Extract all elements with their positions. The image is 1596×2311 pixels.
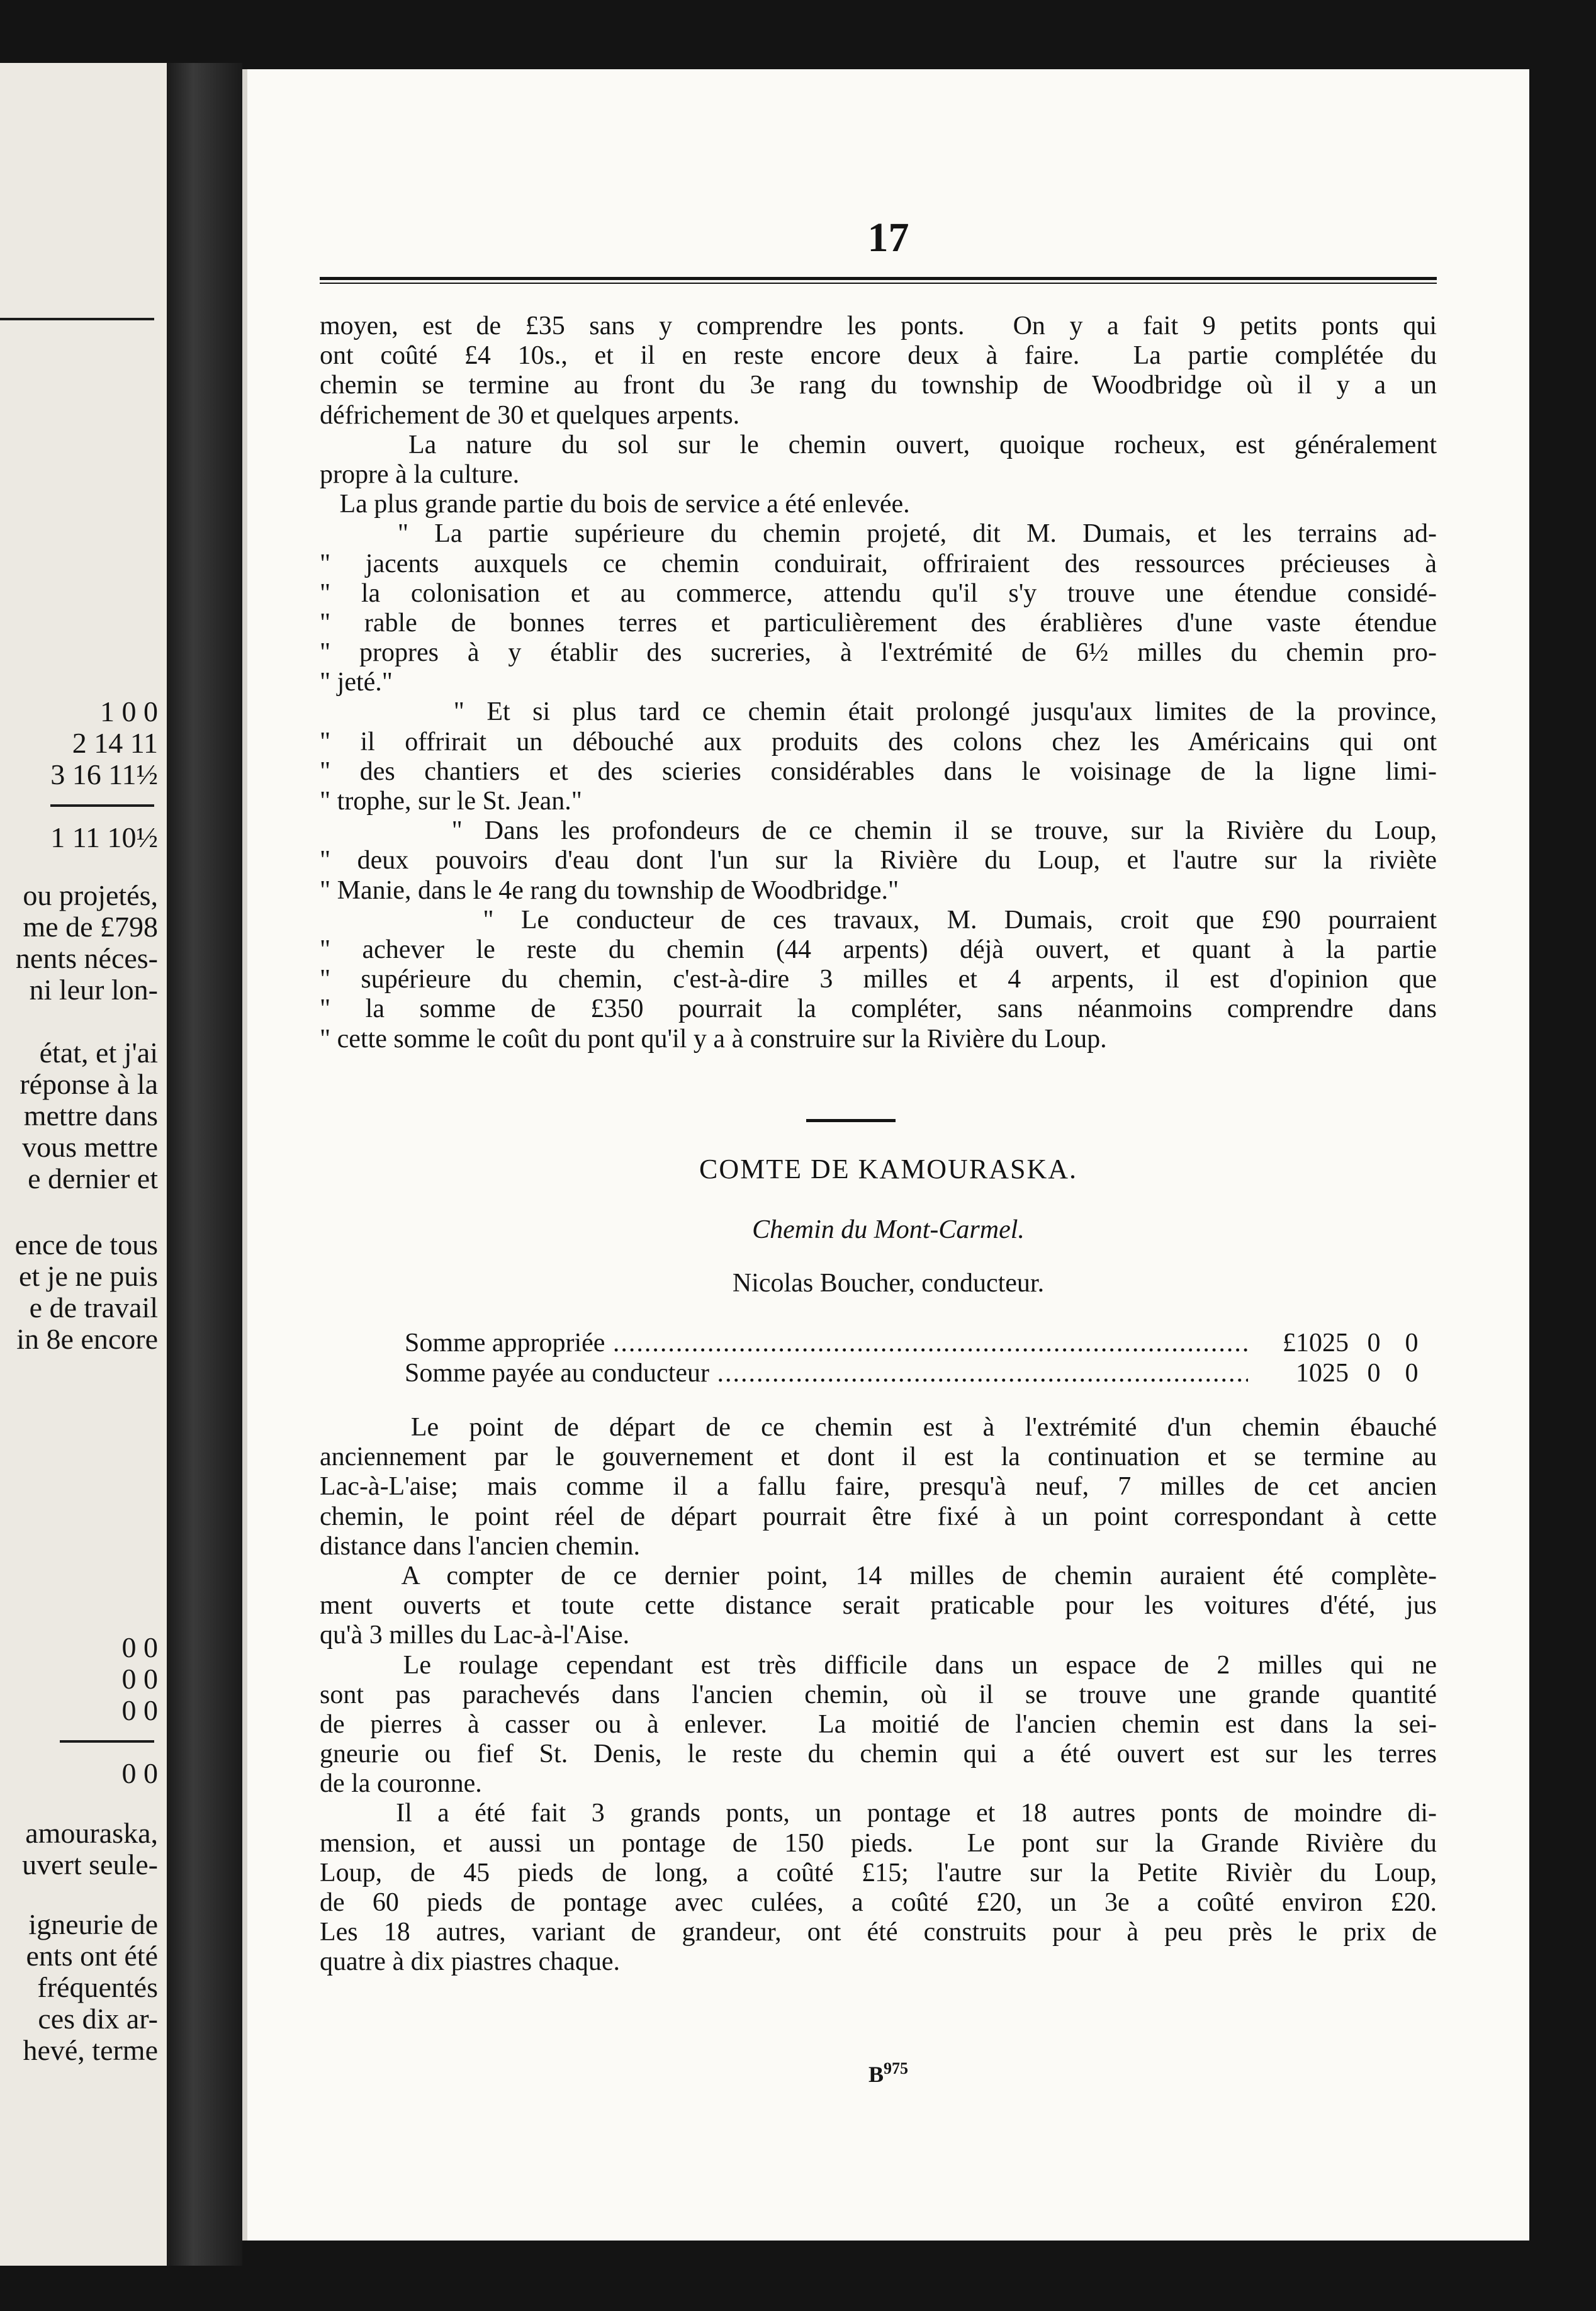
text-line: Il a été fait 3 grands ponts, un pontage et 18 autres ponts de moindre di-: [320, 1799, 1437, 1828]
text-line: défrichement de 30 et quelques arpents.: [320, 400, 740, 430]
text-line: ont coûté £4 10s., et il en reste encore deux à faire. La partie complétée du: [320, 341, 1437, 371]
text-line: mension, et aussi un pontage de 150 pieds. Le pont sur la Grande Rivière du: [320, 1828, 1437, 1858]
facing-page-text: e dernier et: [28, 1162, 158, 1195]
facing-page-text: 0 0: [121, 1663, 158, 1695]
text-line: " La partie supérieure du chemin projeté, dit M. Dumais, et les terrains ad-: [320, 519, 1437, 549]
facing-page-text: état, et j'ai: [39, 1037, 158, 1069]
facing-page-text: me de £798: [23, 911, 158, 943]
facing-page-rule: [0, 318, 154, 320]
facing-page-text: fréquentés: [37, 1971, 158, 2003]
text-line: " Le conducteur de ces travaux, M. Dumais, croit que £90 pourraient: [320, 905, 1437, 935]
facing-page-text: amouraska,: [25, 1817, 158, 1849]
text-line: " la somme de £350 pourrait la compléter, sans néanmoins comprendre dans: [320, 994, 1437, 1024]
facing-page-rule: [60, 1740, 154, 1743]
text-line: sont pas parachevés dans l'ancien chemin, où il se trouve une grande quantité: [320, 1680, 1437, 1709]
text-line: de pierres à casser ou à enlever. La moitié de l'ancien chemin est dans la sei-: [320, 1709, 1437, 1739]
ledger-shillings: 0: [1367, 1359, 1381, 1388]
text-line: Les 18 autres, variant de grandeur, ont été construits pour à peu près le prix de: [320, 1918, 1437, 1947]
ledger-label: Somme payée au conducteur .....: [405, 1358, 1248, 1388]
text-line: Le point de départ de ce chemin est à l'extrémité d'un chemin ébauché: [320, 1413, 1437, 1442]
paragraph-block-top: [320, 312, 1437, 1054]
text-line: de 60 pieds de pontage avec culées, a coûté £20, un 3e a coûté environ £20.: [320, 1888, 1437, 1917]
text-line: " jacents auxquels ce chemin conduirait, offriraient des ressources précieuses à: [320, 549, 1437, 578]
text-line: " Dans les profondeurs de ce chemin il se trouve, sur la Rivière du Loup,: [320, 816, 1437, 846]
text-line: " il offrirait un débouché aux produits des colons chez les Américains qui ont: [320, 727, 1437, 756]
text-line: chemin se termine au front du 3e rang du township de Woodbridge où il y a un: [320, 371, 1437, 400]
text-line: " la colonisation et au commerce, attendu qu'il s'y trouve une étendue considé-: [320, 578, 1437, 608]
facing-page-text: ence de tous: [14, 1229, 158, 1261]
facing-page-text: ni leur lon-: [29, 974, 158, 1006]
section-conductor: Nicolas Boucher, conducteur.: [732, 1269, 1045, 1298]
text-line: " rable de bonnes terres et particulièrement des érablières d'une vaste étendue: [320, 608, 1437, 638]
text-line: anciennement par le gouvernement et dont il est la continuation et se termine au: [320, 1442, 1437, 1472]
text-line: Loup, de 45 pieds de long, a coûté £15; l'autre sur la Petite Rivièr du Loup,: [320, 1858, 1437, 1887]
facing-page-rule: [50, 804, 154, 807]
page-edge-shadow: [1529, 69, 1596, 2241]
text-line: qu'à 3 milles du Lac-à-l'Aise.: [320, 1621, 630, 1650]
facing-page-text: ou projetés,: [23, 879, 158, 911]
facing-page-text: 0 0: [121, 1694, 158, 1726]
text-line: La nature du sol sur le chemin ouvert, quoique rocheux, est généralement: [320, 430, 1437, 459]
signature-mark: [247, 2059, 1529, 2088]
facing-page-text: ces dix ar-: [38, 2003, 158, 2035]
text-line: " deux pouvoirs d'eau dont l'un sur la Rivière du Loup, et l'autre sur la riviète: [320, 846, 1437, 875]
facing-page-text: 0 0: [121, 1631, 158, 1663]
facing-page-text: et je ne puis: [19, 1260, 158, 1292]
text-line: quatre à dix piastres chaque.: [320, 1947, 620, 1977]
text-line: " trophe, sur le St. Jean.": [320, 787, 582, 816]
text-line: Le roulage cependant est très difficile dans un espace de 2 milles qui ne: [320, 1650, 1437, 1680]
ledger-label: Somme appropriée .....: [405, 1328, 1248, 1358]
facing-page-text: 2 14 11: [72, 727, 158, 759]
text-line: " achever le reste du chemin (44 arpents) déjà ouvert, et quant à la partie: [320, 935, 1437, 964]
text-line: La plus grande partie du bois de service a été enlevée.: [320, 490, 910, 519]
signature-letter: B: [868, 2062, 884, 2087]
section-divider: [806, 1119, 896, 1122]
facing-page-text: réponse à la: [20, 1068, 158, 1100]
facing-page-text: hevé, terme: [23, 2034, 158, 2066]
facing-page-text: ents ont été: [26, 1940, 158, 1972]
header-rule: [320, 277, 1437, 284]
ledger-row: [405, 1328, 1437, 1358]
text-line: " Manie, dans le 4e rang du township de Woodbridge.": [320, 875, 899, 905]
facing-page-fragment: [0, 63, 167, 2266]
text-line: " cette somme le coût du pont qu'il y a à construire sur la Rivière du Loup.: [320, 1024, 1107, 1054]
text-line: " jeté.": [320, 668, 393, 697]
facing-page-text: e de travail: [29, 1291, 158, 1324]
text-line: A compter de ce dernier point, 14 milles de chemin auraient été complète-: [320, 1561, 1437, 1590]
text-line: propre à la culture.: [320, 459, 520, 489]
text-line: " Et si plus tard ce chemin était prolongé jusqu'aux limites de la province,: [320, 697, 1437, 727]
signature-number: 975: [884, 2059, 908, 2078]
facing-page-text: 1 0 0: [100, 695, 158, 728]
text-line: " supérieure du chemin, c'est-à-dire 3 milles et 4 arpents, il est d'opinion que: [320, 965, 1437, 994]
ledger-row: [405, 1358, 1437, 1388]
ledger-amount: 1025: [1248, 1358, 1349, 1388]
document-page: [242, 69, 1529, 2241]
facing-page-text: 1 11 10½: [50, 821, 158, 853]
section-title: COMTE DE KAMOURASKA.: [699, 1154, 1078, 1184]
page-number: 17: [867, 215, 909, 261]
facing-page-text: 0 0: [121, 1757, 158, 1789]
ledger-table: [405, 1328, 1437, 1388]
book-gutter: [167, 63, 242, 2266]
facing-page-text: in 8e encore: [16, 1323, 158, 1355]
ledger-pence: 0: [1405, 1329, 1419, 1358]
text-line: chemin, le point réel de départ pourrait être fixé à un point correspondant à cette: [320, 1502, 1437, 1531]
text-line: Lac-à-L'aise; mais comme il a fallu faire, presqu'à neuf, 7 milles de cet ancien: [320, 1472, 1437, 1502]
section-subtitle: Chemin du Mont-Carmel.: [752, 1215, 1025, 1244]
facing-page-text: uvert seule-: [22, 1848, 158, 1881]
text-line: distance dans l'ancien chemin.: [320, 1531, 641, 1561]
text-line: " propres à y établir des sucreries, à l'extrémité de 6½ milles du chemin pro-: [320, 638, 1437, 668]
text-line: moyen, est de £35 sans y comprendre les ponts. On y a fait 9 petits ponts qui: [320, 312, 1437, 340]
text-line: de la couronne.: [320, 1769, 482, 1799]
text-line: " des chantiers et des scieries considérables dans le voisinage de la ligne limi-: [320, 756, 1437, 786]
facing-page-text: mettre dans: [23, 1099, 158, 1132]
text-line: ment ouverts et toute cette distance serait praticable pour les voitures d'été, jus: [320, 1591, 1437, 1621]
ledger-shillings: 0: [1367, 1329, 1381, 1358]
text-line: gneurie ou fief St. Denis, le reste du chemin qui a été ouvert est sur les terres: [320, 1740, 1437, 1769]
facing-page-text: 3 16 11½: [50, 758, 158, 790]
ledger-amount: £1025: [1248, 1328, 1349, 1358]
facing-page-text: vous mettre: [22, 1131, 158, 1163]
paragraph-block-bottom: [320, 1413, 1437, 1977]
facing-page-text: nents néces-: [15, 942, 158, 974]
ledger-pence: 0: [1405, 1359, 1419, 1388]
facing-page-text: igneurie de: [28, 1908, 158, 1940]
